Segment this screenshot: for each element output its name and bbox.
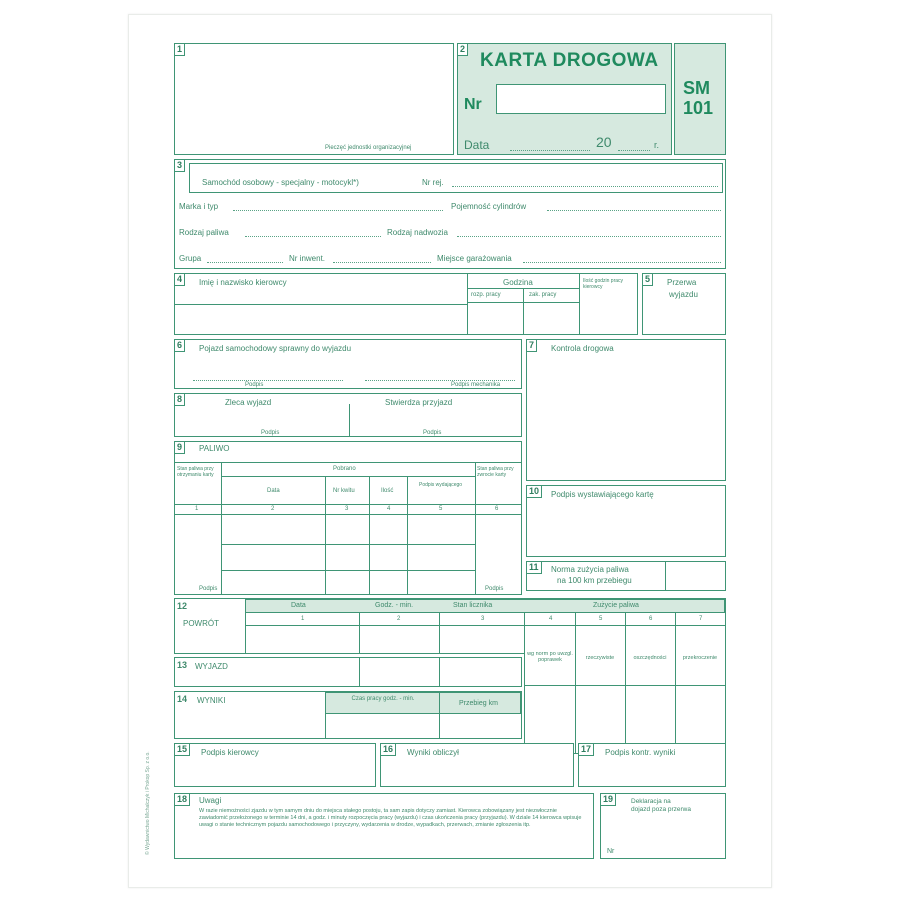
fuel-norm-label-2: na 100 km przebiegu xyxy=(557,576,632,585)
return-c3: 3 xyxy=(481,616,485,622)
fuel-col-4: Ilość xyxy=(381,488,394,494)
fuel-usage-c5: 5 xyxy=(599,616,603,622)
section-15-number: 15 xyxy=(174,743,190,756)
results-label: WYNIKI xyxy=(197,696,226,705)
fuel-n5: 5 xyxy=(439,506,443,512)
nr-field[interactable] xyxy=(496,84,666,114)
fuel-n3: 3 xyxy=(345,506,349,512)
fuel-usage-f2: rzeczywiste xyxy=(585,655,615,661)
orders-departure-label: Zleca wyjazd xyxy=(225,398,272,407)
section-13-departure[interactable] xyxy=(174,657,522,687)
break-label-2: wyjazdu xyxy=(669,290,698,299)
fuel-col-6: Stan paliwa przy zwrocie karty xyxy=(477,466,514,478)
section-4-number: 4 xyxy=(174,273,185,286)
fuel-usage-c4: 4 xyxy=(549,616,553,622)
return-c2: 2 xyxy=(397,616,401,622)
fuel-usage-c7: 7 xyxy=(699,616,703,622)
control-sign-label: Podpis kontr. wyniki xyxy=(605,748,676,757)
inventory-label: Nr inwent. xyxy=(289,254,326,263)
fuel-type-label: Rodzaj paliwa xyxy=(179,228,229,237)
fuel-col-1: Stan paliwa przy otrzymaniu karty xyxy=(177,466,214,478)
section-11-fuel-norm[interactable] xyxy=(526,561,726,591)
calculated-by-label: Wyniki obliczył xyxy=(407,748,459,757)
section-11-number: 11 xyxy=(526,561,542,574)
remarks-text: W razie niemożności zjazdu w tym samym dniu do miejsca stałego postoju, ta sam zapis dotyczy zamiast. Kierowca zobowiązany jest niezwłocznie zawiadomić przełożonego w terminie 14 dni, a godz. i minuty rozpoczęcia pracy (wyjazdu) i czas ukończenia pracy (przyjazdu). W dziale 14 kierowca wpisuje uwagi o stanie technicznym pojazdu samochodowego i przyczyny, wydarzenia w drodze, wypadkach, przerwach, zmianie zgłoszenia itp. xyxy=(199,808,582,828)
fuel-n6: 6 xyxy=(495,506,499,512)
roadworthy-sign-2: Podpis mechanika xyxy=(451,382,501,388)
section-2-header xyxy=(457,43,672,155)
fuel-sign-2: Podpis xyxy=(485,586,504,592)
confirms-arrival-label: Stwierdza przyjazd xyxy=(385,398,453,407)
year-suffix: r. xyxy=(654,140,660,150)
year-prefix: 20 xyxy=(596,134,612,150)
fuel-n1: 1 xyxy=(195,506,199,512)
fuel-usage-c6: 6 xyxy=(649,616,653,622)
section-5-break[interactable] xyxy=(642,273,726,335)
section-18-remarks[interactable] xyxy=(174,793,594,859)
orders-sign-1: Podpis xyxy=(261,430,280,436)
section-19-declaration[interactable] xyxy=(600,793,726,859)
fuel-norm-label-1: Norma zużycia paliwa xyxy=(551,565,629,574)
section-18-number: 18 xyxy=(174,793,190,806)
vehicle-type-row[interactable] xyxy=(189,163,723,193)
registration-label: Nr rej. xyxy=(422,178,444,187)
fuel-col-3: Nr kwitu xyxy=(333,488,355,494)
section-15-driver-sign[interactable] xyxy=(174,743,376,787)
driver-sign-label: Podpis kierowcy xyxy=(201,748,259,757)
group-label: Grupa xyxy=(179,254,202,263)
make-field[interactable] xyxy=(233,210,443,211)
section-4-driver[interactable] xyxy=(174,273,638,335)
road-control-label: Kontrola drogowa xyxy=(551,344,614,353)
section-14-number: 14 xyxy=(177,694,188,704)
section-16-number: 16 xyxy=(380,743,396,756)
fuel-n4: 4 xyxy=(387,506,391,512)
group-field[interactable] xyxy=(207,262,283,263)
section-17-number: 17 xyxy=(578,743,594,756)
section-8-number: 8 xyxy=(174,393,185,406)
fuel-type-field[interactable] xyxy=(245,236,381,237)
fuel-n2: 2 xyxy=(271,506,275,512)
fuel-usage-f3: oszczędności xyxy=(633,655,667,661)
stamp-caption: Pieczęć jednostki organizacyjnej xyxy=(325,145,412,151)
return-c1: 1 xyxy=(301,616,305,622)
section-1-stamp-box[interactable] xyxy=(174,43,454,155)
section-3-vehicle[interactable] xyxy=(174,159,726,269)
declaration-sign: Nr xyxy=(607,848,615,855)
hours-label: Godzina xyxy=(503,278,533,287)
capacity-label: Pojemność cylindrów xyxy=(451,202,527,211)
date-label: Data xyxy=(464,138,490,152)
year-field[interactable] xyxy=(618,150,650,151)
section-8-orders[interactable] xyxy=(174,393,522,437)
return-counter-label: Stan licznika xyxy=(453,602,493,609)
form-code-line2: 101 xyxy=(683,98,714,118)
nr-label: Nr xyxy=(464,96,482,113)
section-10-issuer-sign[interactable] xyxy=(526,485,726,557)
section-1-number: 1 xyxy=(174,43,185,56)
inventory-field[interactable] xyxy=(333,262,431,263)
section-6-number: 6 xyxy=(174,339,185,352)
fuel-usage-label: Zużycie paliwa xyxy=(593,602,639,609)
section-10-number: 10 xyxy=(526,485,542,498)
form-code-box xyxy=(674,43,726,155)
roadworthy-label: Pojazd samochodowy sprawny do wyjazdu xyxy=(199,344,352,353)
driver-name-label: Imię i nazwisko kierowcy xyxy=(199,278,287,287)
return-label: POWRÓT xyxy=(183,619,219,628)
return-time-label: Godz. - min. xyxy=(375,602,414,609)
section-16-calculated[interactable] xyxy=(380,743,574,787)
registration-field[interactable] xyxy=(452,186,718,187)
publisher-sidebar-text: © Wydawnictwo Michalczyk i Prokop Sp. z o.o. xyxy=(145,751,151,855)
break-label-1: Przerwa xyxy=(667,278,697,287)
roadworthy-sign-1: Podpis xyxy=(245,382,264,388)
remarks-label: Uwagi xyxy=(199,796,222,805)
form-code-line1: SM xyxy=(683,78,710,98)
section-17-control-sign[interactable] xyxy=(578,743,726,787)
section-19-number: 19 xyxy=(600,793,616,806)
fuel-usage-block[interactable] xyxy=(524,612,726,754)
distance-label: Przebieg km xyxy=(459,700,498,707)
work-time-label: Czas pracy godz. - min. xyxy=(351,696,415,702)
work-end-label: zak. pracy xyxy=(529,292,557,298)
orders-sign-2: Podpis xyxy=(423,430,442,436)
capacity-field[interactable] xyxy=(547,210,721,211)
fuel-sign-1: Podpis xyxy=(199,586,218,592)
fuel-usage-f4: przekroczenie xyxy=(682,655,718,661)
issuer-sign-label: Podpis wystawiającego kartę xyxy=(551,490,654,499)
section-6-roadworthy[interactable] xyxy=(174,339,522,389)
make-label: Marka i typ xyxy=(179,202,219,211)
fuel-section-label: PALIWO xyxy=(199,444,230,453)
departure-label: WYJAZD xyxy=(195,662,228,671)
fuel-taken-label: Pobrano xyxy=(333,466,356,472)
section-3-number: 3 xyxy=(174,159,185,172)
return-date-label: Data xyxy=(291,602,306,609)
body-type-field[interactable] xyxy=(457,236,721,237)
fuel-col-5: Podpis wydającego xyxy=(419,482,463,488)
section-7-road-control[interactable] xyxy=(526,339,726,481)
form-title: KARTA DROGOWA xyxy=(480,50,659,71)
section-9-fuel[interactable] xyxy=(174,441,522,595)
work-start-label: rozp. pracy xyxy=(471,292,501,298)
section-12-number: 12 xyxy=(177,601,188,611)
declaration-label-1: Deklaracja na xyxy=(631,798,671,805)
section-5-number: 5 xyxy=(642,273,653,286)
garage-label: Miejsce garażowania xyxy=(437,254,512,263)
fuel-usage-f1: wg norm po uwzgl. poprawek xyxy=(527,651,573,663)
body-type-label: Rodzaj nadwozia xyxy=(387,228,448,237)
section-9-number: 9 xyxy=(174,441,185,454)
date-field[interactable] xyxy=(510,150,590,151)
section-2-number: 2 xyxy=(457,43,468,56)
form-sheet xyxy=(128,14,772,888)
garage-field[interactable] xyxy=(523,262,721,263)
work-hours-label: Ilość godzin pracy kierowcy xyxy=(583,278,624,290)
section-14-results[interactable] xyxy=(174,691,522,739)
declaration-label-2: dojazd poza przerwa xyxy=(631,806,691,813)
fuel-col-2: Data xyxy=(267,488,280,494)
section-13-number: 13 xyxy=(177,660,188,670)
vehicle-type-label: Samochód osobowy - specjalny - motocykl*) xyxy=(202,178,359,187)
section-7-number: 7 xyxy=(526,339,537,352)
